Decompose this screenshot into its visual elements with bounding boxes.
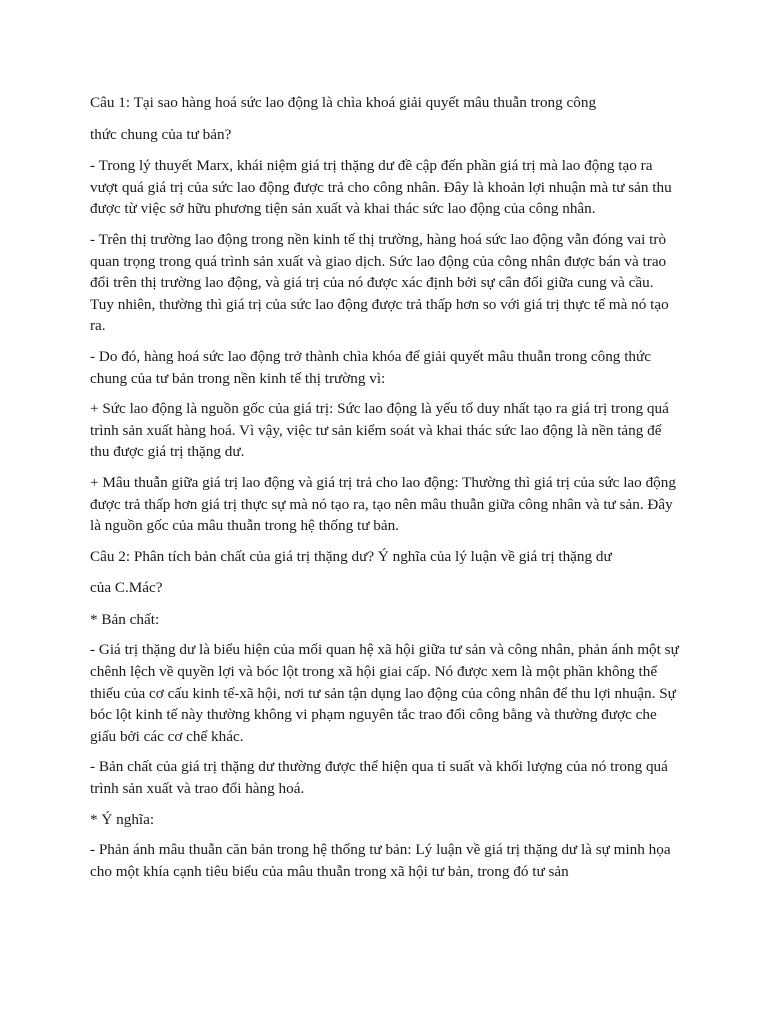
question-1-heading-line-2: thức chung của tư bản?	[90, 125, 232, 143]
question-2-heading-line-1: Câu 2: Phân tích bản chất của giá trị thặng dư? Ý nghĩa của lý luận về giá trị thặng dư	[90, 547, 612, 565]
document-body	[90, 92, 680, 891]
question-1-heading-line-1: Câu 1: Tại sao hàng hoá sức lao động là chìa khoá giải quyết mâu thuẫn trong công	[90, 94, 597, 111]
paragraph-nature-rate-mass: - Bản chất của giá trị thặng dư thường được thể hiện qua tỉ suất và khối lượng của nó trong quá trình sản xuất và trao đổi hàng hoá.	[90, 758, 668, 798]
paragraph-therefore: - Do đó, hàng hoá sức lao động trở thành chìa khóa để giải quyết mâu thuẫn trong công thức chung của tư bản trong nền kinh tế thị trường vì:	[90, 347, 651, 387]
section-heading-significance: * Ý nghĩa:	[90, 810, 155, 828]
paragraph-labor-source-of-value: + Sức lao động là nguồn gốc của giá trị: Sức lao động là yếu tố duy nhất tạo ra giá trị trong quá trình sản xuất hàng hoá. Vì vậy, việc tư sản kiểm soát và khai thác sức lao động là nền tảng để thu được giá trị thặng dư.	[90, 400, 669, 461]
paragraph-surplus-value-definition: - Trong lý thuyết Marx, khái niệm giá trị thặng dư đề cập đến phần giá trị mà lao động tạo ra vượt quá giá trị của sức lao động được trả cho công nhân. Đây là khoản lợi nhuận mà tư sản thu được từ việc sở hữu phương tiện sản xuất và khai thác sức lao động của công nhân.	[90, 157, 672, 218]
paragraph-significance-contradiction: - Phản ánh mâu thuẫn căn bản trong hệ thống tư bản: Lý luận về giá trị thặng dư là sự minh họa cho một khía cạnh tiêu biểu của mâu thuẫn trong xã hội tư bản, trong đó tư sản	[90, 841, 671, 880]
paragraph-nature-social-relation: - Giá trị thặng dư là biểu hiện của mối quan hệ xã hội giữa tư sản và công nhân, phản ánh một sự chênh lệch về quyền lợi và bóc lột trong xã hội giai cấp. Nó được xem là một phần không thể thiếu của cơ cấu kinh tế-xã hội, nơi tư sản tận dụng lao động của công nhân để thu lợi nhuận. Sự bóc lột kinh tế này thường không vi phạm nguyên tắc trao đổi công bằng và thường được che giấu bởi các cơ chế khác.	[90, 641, 679, 745]
paragraph-contradiction: + Mâu thuẫn giữa giá trị lao động và giá trị trả cho lao động: Thường thì giá trị của sức lao động được trả thấp hơn giá trị thực sự mà nó tạo ra, tạo nên mâu thuẫn giữa công nhân và tư sản. Đây là nguồn gốc của mâu thuẫn trong hệ thống tư bản.	[90, 473, 676, 535]
question-2-heading-line-2: của C.Mác?	[90, 579, 163, 597]
paragraph-labor-market: - Trên thị trường lao động trong nền kinh tế thị trường, hàng hoá sức lao động vẫn đóng vai trò quan trọng trong quá trình sản xuất và giao dịch. Sức lao động của công nhân được bán và trao đổi trên thị trường lao động, và giá trị của nó được xác định bởi sự cân đối giữa cung và cầu. Tuy nhiên, thường thì giá trị của sức lao động được trả thấp hơn so với giá trị thực tế mà nó tạo ra.	[90, 230, 669, 335]
section-heading-nature: * Bản chất:	[90, 610, 160, 628]
